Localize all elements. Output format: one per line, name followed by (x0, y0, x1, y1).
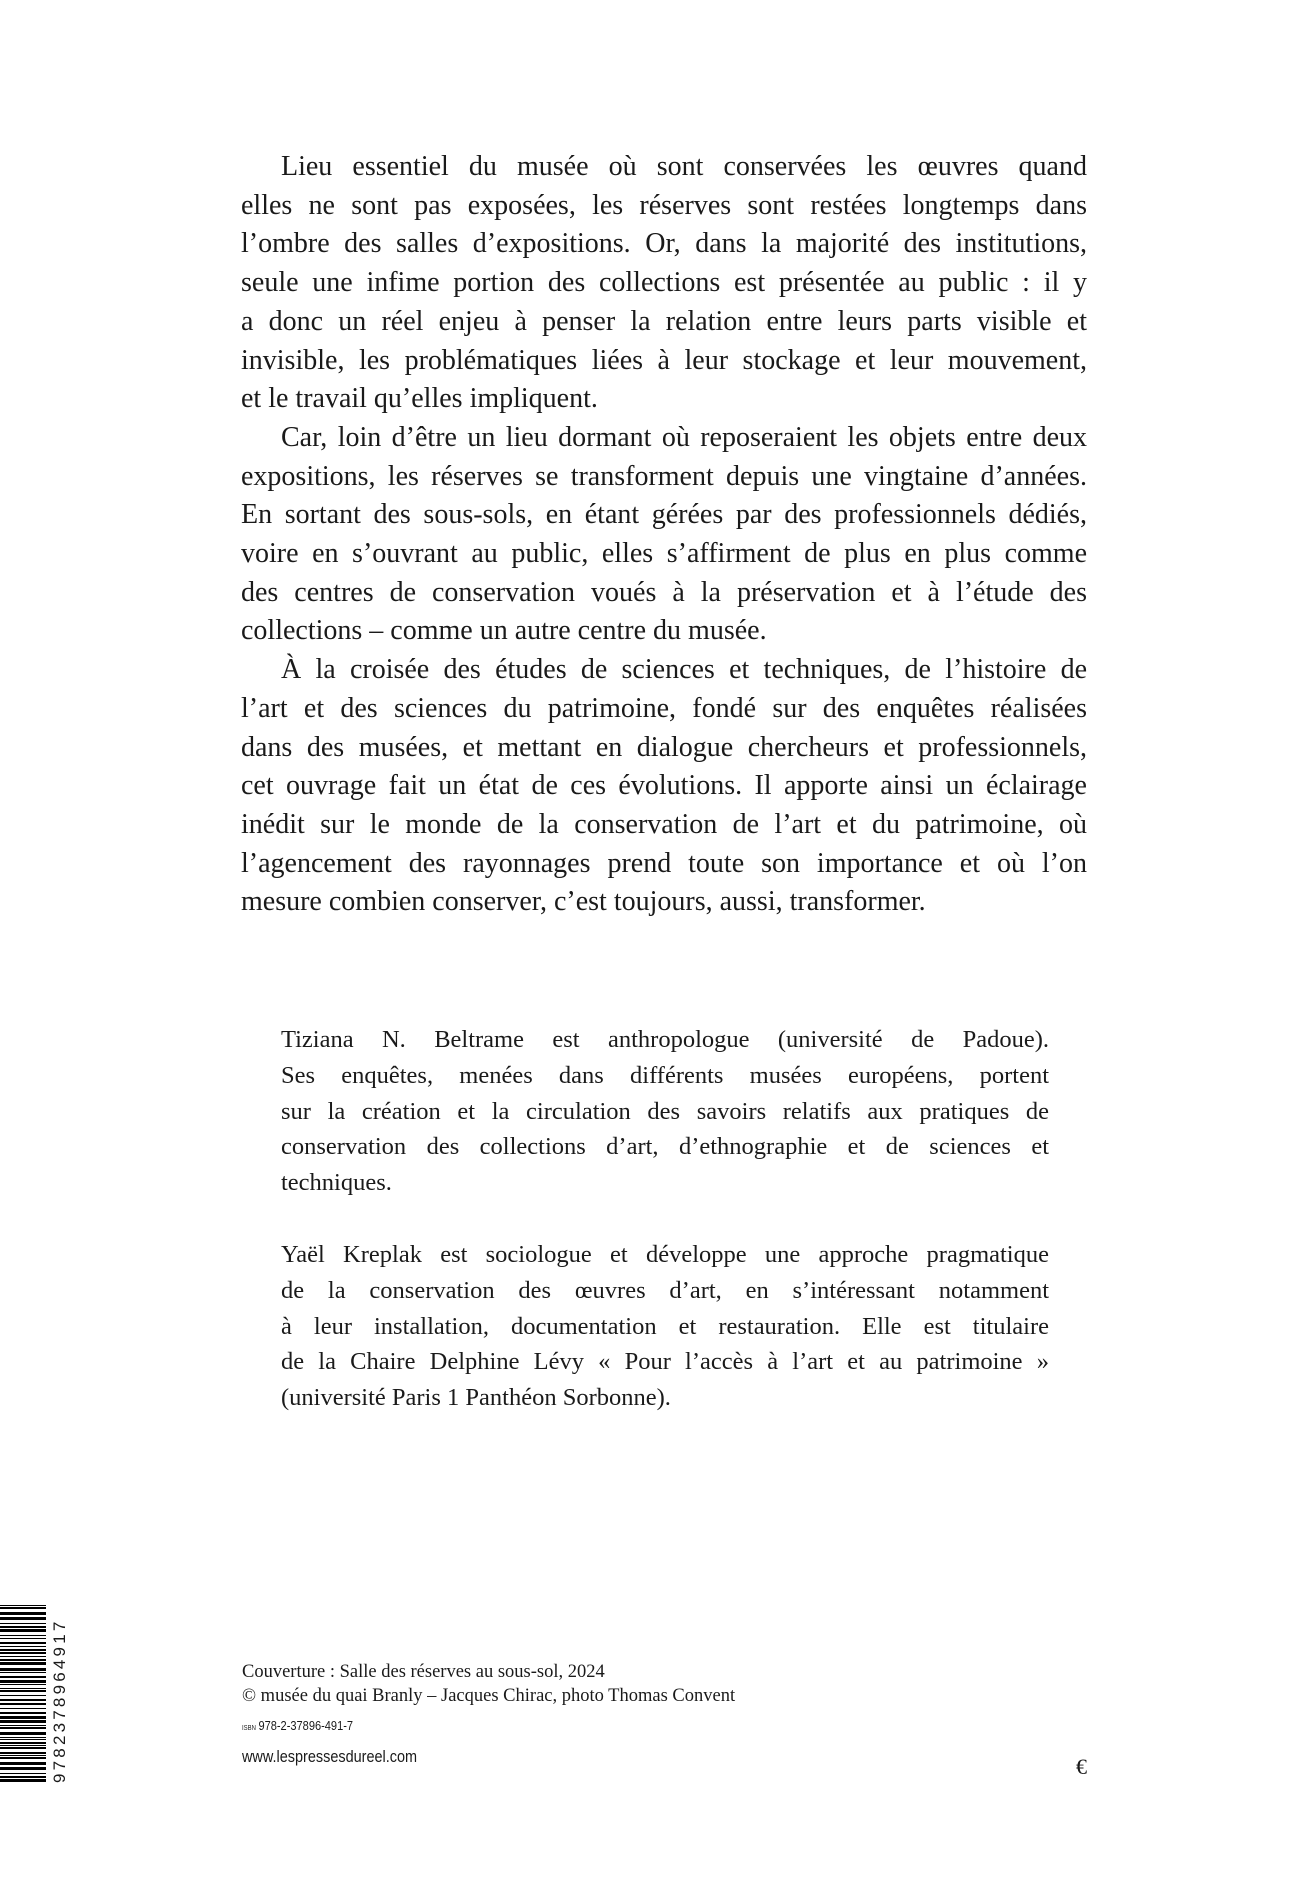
barcode-bar (0, 1779, 46, 1782)
text-line: Car, loin d’être un lieu dormant où reposeraient les objets entre deux (281, 421, 1087, 453)
barcode-bar (0, 1747, 46, 1749)
barcode-bar (0, 1635, 46, 1636)
barcode-bar (0, 1605, 46, 1606)
text-line: conservation des collections d’art, d’ethnographie et de sciences et (281, 1133, 1049, 1161)
barcode-bar (0, 1617, 46, 1620)
photo-credit: © musée du quai Branly – Jacques Chirac, photo Thomas Convent (242, 1686, 736, 1706)
barcode-bar (0, 1720, 46, 1723)
text-line: Lieu essentiel du musée où sont conservées les œuvres quand (281, 151, 1087, 182)
barcode-bar (0, 1652, 46, 1654)
barcode-bar (0, 1649, 46, 1651)
barcode-bar (0, 1642, 46, 1644)
isbn-label: ISBN (242, 1725, 256, 1732)
back-cover-blurb (241, 148, 1087, 922)
text-line: techniques. (281, 1169, 392, 1197)
barcode-bar (0, 1767, 46, 1770)
barcode-digits: 9782378964917 (50, 1618, 69, 1783)
author-bio (281, 1237, 1049, 1416)
barcode-bar (0, 1716, 46, 1719)
barcode-bar (0, 1752, 46, 1754)
text-line: Ses enquêtes, menées dans différents musées européens, portent (281, 1061, 1049, 1089)
barcode-bar (0, 1762, 46, 1765)
text-line: mesure combien conserver, c’est toujours, aussi, transformer. (241, 886, 926, 918)
author-bio (281, 1022, 1049, 1201)
text-line: collections – comme un autre centre du musée. (241, 615, 767, 647)
barcode-bar (0, 1757, 46, 1759)
price-currency: € (1076, 1754, 1087, 1779)
barcode-bar (0, 1737, 46, 1738)
barcode-bar (0, 1732, 46, 1735)
text-line: elles ne sont pas exposées, les réserves sont restées longtemps dans (241, 189, 1087, 221)
paragraph (241, 419, 1087, 651)
barcode-bar (0, 1755, 46, 1756)
barcode-bar (0, 1672, 46, 1673)
isbn-barcode (0, 1605, 46, 1783)
barcode-bar (0, 1742, 46, 1744)
barcode-bar (0, 1725, 46, 1726)
barcode-bar (0, 1708, 46, 1709)
barcode-bar (0, 1688, 46, 1689)
barcode-bar (0, 1668, 46, 1671)
barcode-bar (0, 1712, 46, 1714)
barcode-bar (0, 1646, 46, 1647)
text-line: invisible, les problématiques liées à leur stockage et leur mouvement, (241, 344, 1087, 376)
text-line: seule une infime portion des collections est présentée au public : il y (241, 267, 1087, 299)
barcode-bar (0, 1612, 46, 1615)
barcode-bar (0, 1680, 46, 1683)
text-line: l’art et des sciences du patrimoine, fondé sur des enquêtes réalisées (241, 692, 1087, 724)
author-bios (281, 1022, 1049, 1452)
barcode-bar (0, 1773, 46, 1774)
paragraph (241, 148, 1087, 419)
text-line: et le travail qu’elles impliquent. (241, 383, 598, 415)
text-line: a donc un réel enjeu à penser la relation entre leurs parts visible et (241, 305, 1087, 337)
barcode-bar (0, 1626, 46, 1628)
text-line: dans des musées, et mettant en dialogue chercheurs et professionnels, (241, 731, 1087, 763)
text-line: de la Chaire Delphine Lévy « Pour l’accès à l’art et au patrimoine » (281, 1348, 1049, 1376)
text-line: de la conservation des œuvres d’art, en s’intéressant notamment (281, 1276, 1049, 1304)
text-line: cet ouvrage fait un état de ces évolutions. Il apporte ainsi un éclairage (241, 770, 1087, 802)
barcode-bar (0, 1690, 46, 1692)
publisher-website[interactable]: www.lespressesdureel.com (242, 1747, 418, 1766)
text-line: des centres de conservation voués à la préservation et à l’étude des (241, 576, 1087, 608)
text-line: à leur installation, documentation et restauration. Elle est titulaire (281, 1312, 1049, 1340)
isbn-number: 978-2-37896-491-7 (258, 1718, 354, 1733)
barcode-bar (0, 1659, 46, 1661)
barcode-bar (0, 1727, 46, 1729)
barcode-bar (0, 1638, 46, 1639)
text-line: En sortant des sous-sols, en étant gérées par des professionnels dédiés, (241, 499, 1087, 531)
barcode-bar (0, 1623, 46, 1624)
barcode-bar (0, 1776, 46, 1778)
cover-credit: Couverture : Salle des réserves au sous-sol, 2024 (242, 1662, 605, 1682)
barcode-bar (0, 1656, 46, 1657)
text-line: À la croisée des études de sciences et techniques, de l’histoire de (281, 654, 1087, 686)
paragraph (241, 651, 1087, 922)
text-line: sur la création et la circulation des savoirs relatifs aux pratiques de (281, 1097, 1049, 1125)
text-line: (université Paris 1 Panthéon Sorbonne). (281, 1384, 671, 1412)
barcode-bar (0, 1684, 46, 1685)
barcode-bar (0, 1607, 46, 1609)
barcode-bar (0, 1695, 46, 1696)
barcode-bar (0, 1676, 46, 1678)
text-line: Yaël Kreplak est sociologue et développe une approche pragmatique (281, 1240, 1049, 1268)
text-line: inédit sur le monde de la conservation de l’art et du patrimoine, où (241, 808, 1087, 840)
text-line: expositions, les réserves se transforment depuis une vingtaine d’années. (241, 460, 1087, 492)
barcode-bar (0, 1703, 46, 1705)
barcode-bar (0, 1629, 46, 1632)
text-line: l’ombre des salles d’expositions. Or, dans la majorité des institutions, (241, 228, 1087, 260)
text-line: Tiziana N. Beltrame est anthropologue (université de Padoue). (281, 1026, 1049, 1053)
barcode-bar (0, 1745, 46, 1746)
isbn (242, 1718, 965, 1733)
colophon (242, 1660, 1092, 1767)
barcode-bar (0, 1662, 46, 1665)
barcode-bar (0, 1739, 46, 1740)
barcode-bar (0, 1699, 46, 1701)
text-line: voire en s’ouvrant au public, elles s’affirment de plus en plus comme (241, 538, 1087, 570)
text-line: l’agencement des rayonnages prend toute son importance et où l’on (241, 847, 1087, 879)
